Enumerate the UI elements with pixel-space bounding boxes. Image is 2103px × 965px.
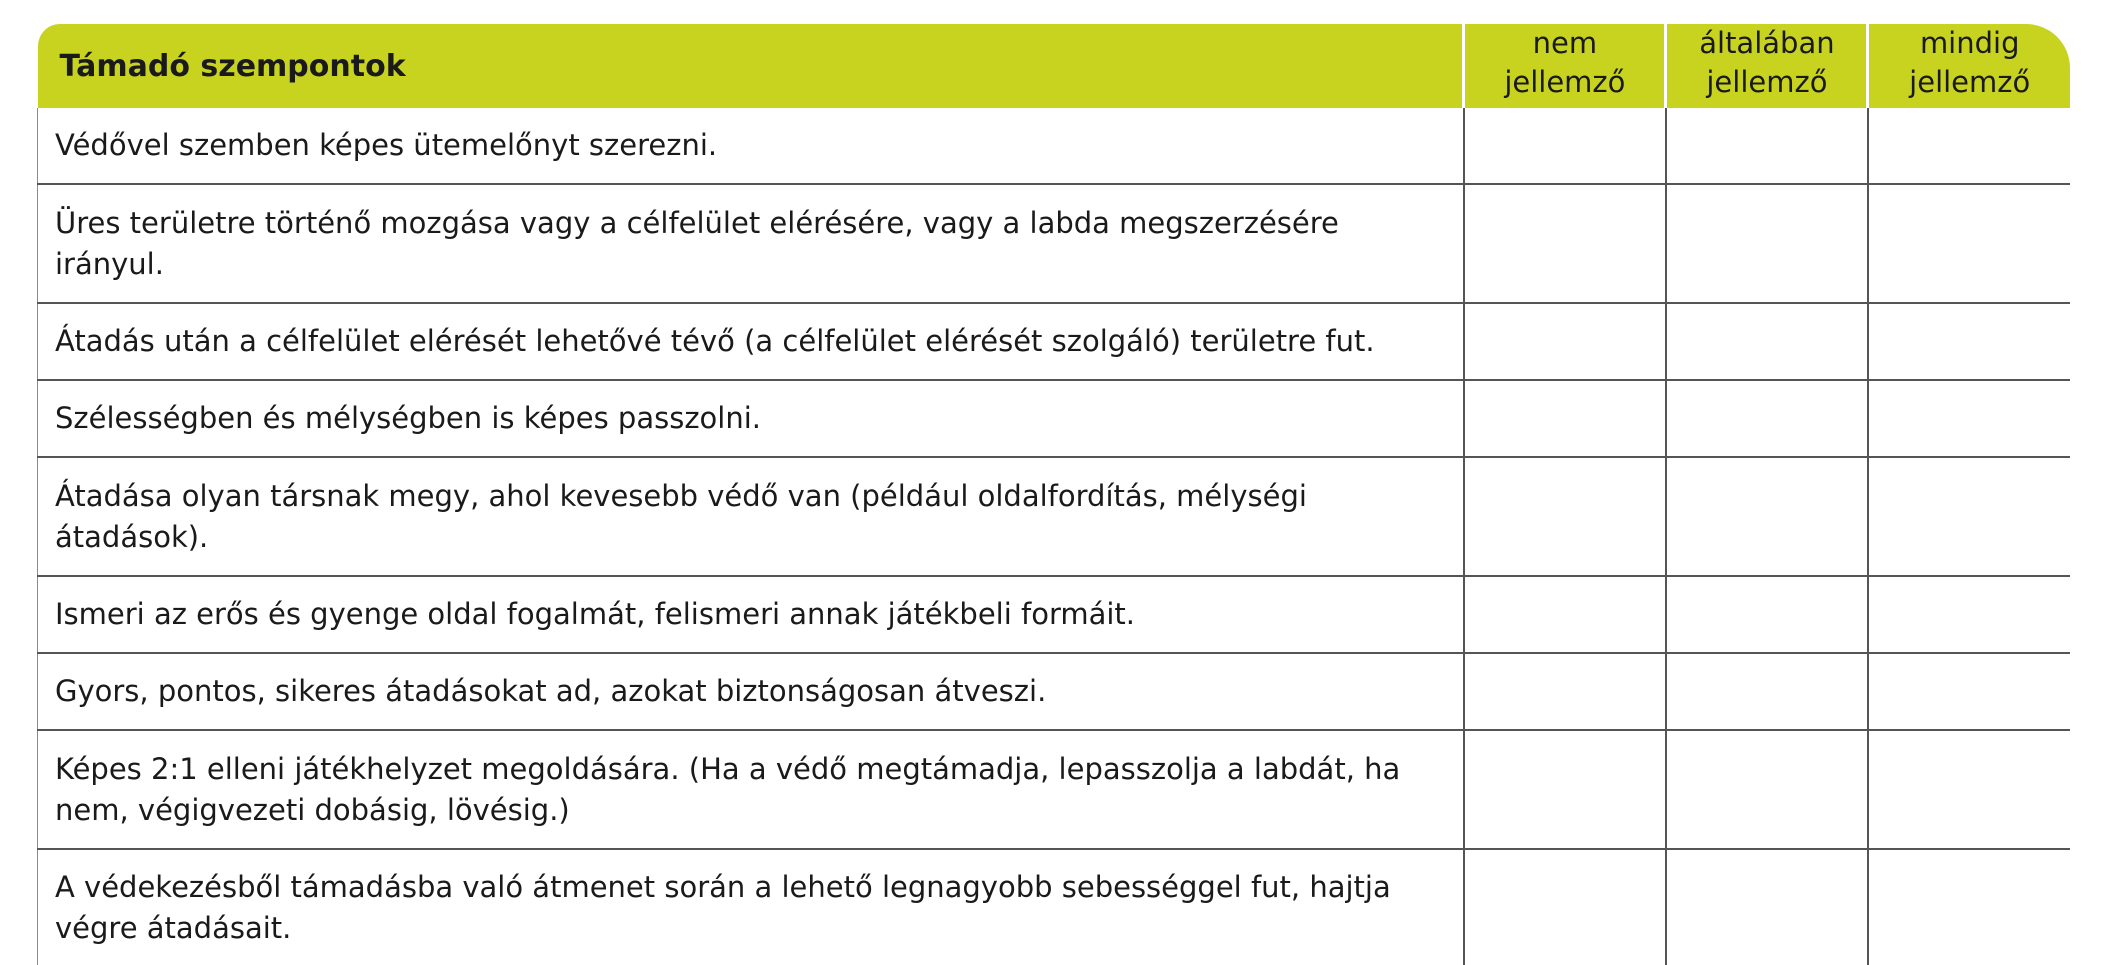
rating-cell-usually-typical[interactable]	[1666, 457, 1868, 576]
option-header-line: mindig	[1919, 26, 2020, 60]
rating-cell-usually-typical[interactable]	[1666, 730, 1868, 849]
rating-cell-not-typical[interactable]	[1464, 184, 1666, 303]
rating-cell-always-typical[interactable]	[1868, 184, 2070, 303]
rating-cell-usually-typical[interactable]	[1666, 184, 1868, 303]
table-row	[38, 108, 2071, 184]
table-row	[38, 576, 2071, 653]
rating-cell-always-typical[interactable]	[1868, 380, 2070, 457]
rating-cell-usually-typical[interactable]	[1666, 303, 1868, 380]
rating-cell-not-typical[interactable]	[1464, 849, 1666, 965]
rating-cell-not-typical[interactable]	[1464, 303, 1666, 380]
rating-cell-not-typical[interactable]	[1464, 380, 1666, 457]
rating-cell-not-typical[interactable]	[1464, 108, 1666, 184]
criterion-text: Ismeri az erős és gyenge oldal fogalmát, felismeri annak játékbeli formáit.	[38, 576, 1464, 653]
rating-cell-always-typical[interactable]	[1868, 108, 2070, 184]
rating-cell-usually-typical[interactable]	[1666, 849, 1868, 965]
rating-cell-always-typical[interactable]	[1868, 303, 2070, 380]
rating-cell-usually-typical[interactable]	[1666, 108, 1868, 184]
rating-cell-not-typical[interactable]	[1464, 457, 1666, 576]
rating-cell-usually-typical[interactable]	[1666, 380, 1868, 457]
criterion-text: Képes 2:1 elleni játékhelyzet megoldására. (Ha a védő megtámadja, lepasszolja a labdát, ha nem, végigvezeti dobásig, lövésig.)	[38, 730, 1464, 849]
option-header-not-typical	[1464, 24, 1666, 108]
evaluation-sheet	[37, 24, 2070, 965]
rating-cell-not-typical[interactable]	[1464, 730, 1666, 849]
criterion-text: A védekezésből támadásba való átmenet során a lehető legnagyobb sebességgel fut, hajtja végre átadásait.	[38, 849, 1464, 965]
rating-cell-always-typical[interactable]	[1868, 576, 2070, 653]
table-row	[38, 380, 2071, 457]
rating-cell-always-typical[interactable]	[1868, 653, 2070, 730]
criterion-text: Üres területre történő mozgása vagy a célfelület elérésére, vagy a labda megszerzésére irányul.	[38, 184, 1464, 303]
option-header-usually-typical	[1666, 24, 1868, 108]
criterion-text: Szélességben és mélységben is képes passzolni.	[38, 380, 1464, 457]
table-row	[38, 730, 2071, 849]
option-header-line: nem	[1532, 26, 1598, 60]
table-header-row	[38, 24, 2071, 108]
table-row	[38, 184, 2071, 303]
criterion-text: Védővel szemben képes ütemelőnyt szerezni.	[38, 108, 1464, 184]
table-row	[38, 849, 2071, 965]
table-row	[38, 457, 2071, 576]
option-header-line: jellemző	[1706, 65, 1828, 99]
criterion-text: Átadása olyan társnak megy, ahol kevesebb védő van (például oldalfordítás, mélységi átadások).	[38, 457, 1464, 576]
criterion-text: Átadás után a célfelület elérését lehetővé tévő (a célfelület elérését szolgáló) területre fut.	[38, 303, 1464, 380]
rating-cell-always-typical[interactable]	[1868, 849, 2070, 965]
option-header-line: jellemző	[1504, 65, 1626, 99]
criteria-header: Támadó szempontok	[38, 24, 1464, 108]
option-header-line: általában	[1699, 26, 1835, 60]
criterion-text: Gyors, pontos, sikeres átadásokat ad, azokat biztonságosan átveszi.	[38, 653, 1464, 730]
rating-cell-always-typical[interactable]	[1868, 730, 2070, 849]
rating-cell-not-typical[interactable]	[1464, 576, 1666, 653]
evaluation-table	[37, 24, 2070, 965]
rating-cell-usually-typical[interactable]	[1666, 653, 1868, 730]
rating-cell-always-typical[interactable]	[1868, 457, 2070, 576]
option-header-always-typical	[1868, 24, 2070, 108]
rating-cell-usually-typical[interactable]	[1666, 576, 1868, 653]
table-row	[38, 653, 2071, 730]
table-row	[38, 303, 2071, 380]
option-header-line: jellemző	[1909, 65, 2031, 99]
rating-cell-not-typical[interactable]	[1464, 653, 1666, 730]
